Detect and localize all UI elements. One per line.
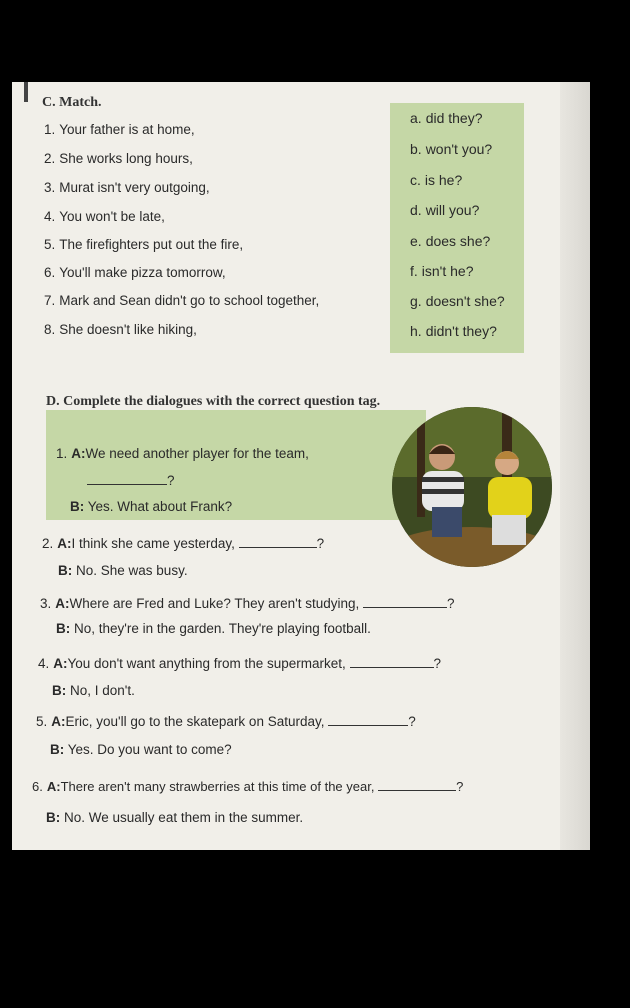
tag-letter: g. [410, 293, 422, 309]
tag-letter: c. [410, 172, 421, 188]
tag-letter: f. [410, 263, 418, 279]
boys-photo [392, 407, 552, 567]
dialogue-text: There aren't many strawberries at this time of the year, [60, 779, 375, 794]
dialogue-number: 4. [38, 656, 50, 671]
dialogue-text: No, I don't. [70, 683, 135, 698]
match-item-5 [44, 237, 243, 252]
match-item-number: 3. [44, 180, 56, 195]
match-item-6 [44, 265, 226, 280]
match-item-text: Murat isn't very outgoing, [59, 180, 210, 195]
dialogue-2-b [58, 563, 188, 578]
answer-blank[interactable] [350, 655, 434, 668]
tag-letter: a. [410, 110, 422, 126]
dialogue-text: No, they're in the garden. They're playing football. [74, 621, 371, 636]
tag-option-b [410, 141, 492, 157]
tag-letter: e. [410, 233, 422, 249]
tag-text: isn't he? [421, 263, 474, 279]
dialogue-3-a [40, 595, 455, 611]
speaker-b-label: B: [46, 810, 61, 825]
tag-option-g [410, 293, 505, 309]
match-item-number: 2. [44, 151, 56, 166]
match-item-text: Your father is at home, [59, 122, 195, 137]
dialogue-text: Yes. Do you want to come? [67, 742, 232, 757]
section-d-heading: D. Complete the dialogues with the correct question tag. [46, 394, 381, 409]
speaker-b-label: B: [50, 742, 65, 757]
tag-text: doesn't she? [425, 293, 505, 309]
match-item-number: 7. [44, 293, 56, 308]
match-item-4 [44, 209, 165, 224]
tag-text: does she? [425, 233, 491, 249]
dialogue-text: Yes. What about Frank? [87, 499, 233, 514]
bookmark-ribbon [24, 82, 28, 102]
speaker-a-label: A: [55, 596, 70, 611]
tag-option-h [410, 323, 497, 339]
answer-blank[interactable] [328, 713, 408, 726]
dialogue-6-a [32, 778, 463, 794]
dialogue-number: 2. [42, 536, 54, 551]
tag-text: didn't they? [425, 323, 497, 339]
match-item-7 [44, 293, 319, 308]
speaker-a-label: A: [71, 446, 86, 461]
question-mark: ? [456, 779, 464, 794]
dialogue-number: 1. [56, 446, 68, 461]
speaker-b-label: B: [70, 499, 85, 514]
tag-option-e [410, 233, 490, 249]
speaker-b-label: B: [58, 563, 73, 578]
section-c-heading: C. Match. [42, 95, 102, 110]
speaker-a-label: A: [46, 779, 61, 794]
match-item-1 [44, 122, 195, 137]
question-mark: ? [433, 656, 442, 671]
tag-letter: b. [410, 141, 422, 157]
tag-letter: d. [410, 202, 422, 218]
dialogue-1-a [56, 446, 309, 461]
textbook-page [12, 82, 590, 850]
answer-blank[interactable] [378, 778, 456, 791]
dialogue-5-a [36, 713, 416, 729]
dialogue-3-b [56, 621, 371, 636]
match-item-3 [44, 180, 210, 195]
question-mark: ? [408, 714, 416, 729]
speaker-a-label: A: [57, 536, 72, 551]
match-item-text: You won't be late, [59, 209, 165, 224]
tag-text: is he? [424, 172, 463, 188]
match-item-number: 8. [44, 322, 56, 337]
dialogue-text: We need another player for the team, [85, 446, 309, 461]
match-item-number: 4. [44, 209, 56, 224]
tag-option-d [410, 202, 479, 218]
answer-blank[interactable] [363, 595, 447, 608]
dialogue-6-b [46, 810, 303, 825]
match-item-8 [44, 322, 197, 337]
question-mark: ? [316, 536, 325, 551]
answer-blank[interactable] [239, 535, 317, 548]
speaker-a-label: A: [53, 656, 68, 671]
dialogue-text: No. She was busy. [76, 563, 188, 578]
dialogue-number: 5. [36, 714, 48, 729]
page-edge-shadow [560, 82, 590, 850]
tag-letter: h. [410, 323, 422, 339]
dialogue-4-b [52, 683, 135, 698]
dialogue-2-a [42, 535, 324, 551]
speaker-b-label: B: [56, 621, 71, 636]
dialogue-1-answer-line[interactable] [87, 472, 175, 488]
tag-option-c [410, 172, 462, 188]
dialogue-text: Eric, you'll go to the skatepark on Saturday, [65, 714, 325, 729]
speaker-a-label: A: [51, 714, 66, 729]
match-item-number: 5. [44, 237, 56, 252]
match-item-text: She doesn't like hiking, [59, 322, 197, 337]
match-item-text: Mark and Sean didn't go to school together, [59, 293, 320, 308]
match-item-2 [44, 151, 193, 166]
answer-blank[interactable] [87, 472, 167, 485]
tag-text: won't you? [425, 141, 493, 157]
dialogue-text: Where are Fred and Luke? They aren't studying, [69, 596, 360, 611]
tag-text: will you? [425, 202, 480, 218]
tag-option-f [410, 263, 474, 279]
dialogue-number: 3. [40, 596, 52, 611]
match-item-text: You'll make pizza tomorrow, [59, 265, 226, 280]
dialogue-1-b [70, 499, 232, 514]
speaker-b-label: B: [52, 683, 67, 698]
dialogue-number: 6. [32, 779, 43, 794]
dialogue-text: I think she came yesterday, [71, 536, 235, 551]
question-mark: ? [447, 596, 455, 611]
match-item-number: 1. [44, 122, 56, 137]
dialogue-text: No. We usually eat them in the summer. [64, 810, 304, 825]
tag-option-a [410, 110, 483, 126]
question-mark: ? [167, 473, 175, 488]
match-item-text: She works long hours, [59, 151, 193, 166]
dialogue-4-a [38, 655, 441, 671]
dialogue-5-b [50, 742, 232, 757]
match-item-number: 6. [44, 265, 56, 280]
match-item-text: The firefighters put out the fire, [59, 237, 244, 252]
dialogue-text: You don't want anything from the supermarket, [67, 656, 346, 671]
tag-text: did they? [425, 110, 483, 126]
